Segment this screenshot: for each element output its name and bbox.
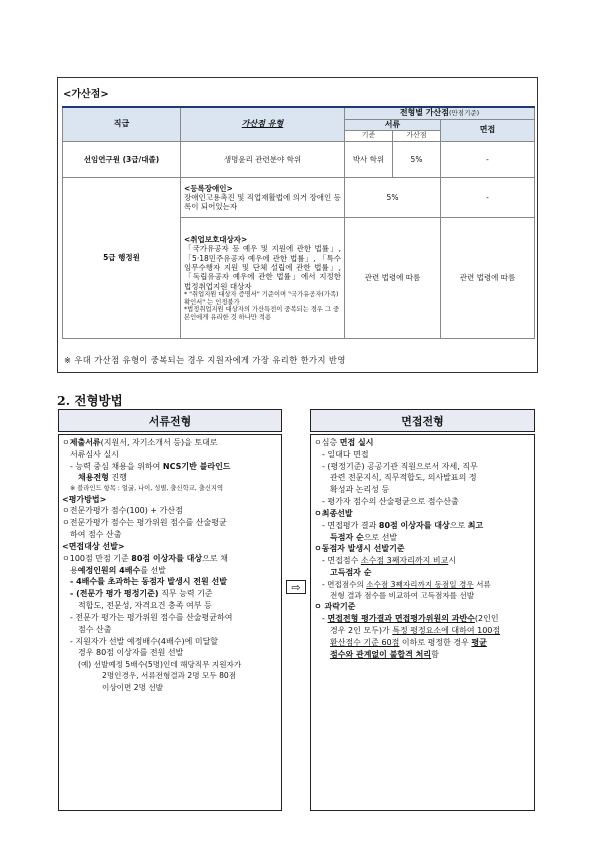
left-line: (예) 선발예정 5배수(5명)인데 해당직무 지원자가 [78,660,242,670]
left-line: - 능력 중심 채용을 위하여 NCS기반 블라인드 [70,461,231,471]
row2-veteran-cell [181,218,345,339]
veteran-note1: * "취업지원 대상자 증명서" 기준이며 "국가유공자(가족) 확인서" 는 인정불가 [184,291,339,306]
right-line: - 일대다 면접 [322,449,369,459]
row1-points: 5% [393,141,441,177]
right-line: 고득점자 순 [330,568,372,578]
bonus-title: <가산점> [63,89,109,100]
header-interview: 면접 [441,119,535,141]
right-line: ㅇ심층 면접 실시 [314,438,374,447]
header-points: 가산점 [393,130,441,141]
left-line: ※ 블라인드 항목 : 얼굴, 나이, 성별, 출신학교, 출신지역 [70,485,224,493]
bonus-table [62,106,535,339]
left-line: <면접대상 선발> [62,541,125,551]
left-line: ㅇ전문가평가 점수는 평가위원 점수를 산술평균 [62,518,227,528]
left-line: ㅇ제출서류(지원서, 자기소개서 등)을 토대로 [62,438,218,447]
row1-criteria: 박사 학위 [345,141,393,177]
header-doc: 서류 [345,119,441,130]
veteran-label: <취업보호대상자> [184,234,248,244]
left-line: 경우 80점 이상자를 전원 선발 [78,648,184,658]
header-stage: 전형별 가산점(만점기준) [345,107,535,119]
left-line: - 전문가 평가는 평가위원 점수를 산술평균하여 [70,612,233,622]
row2-veteran-interview: 관련 법령에 따름 [441,218,535,339]
left-line: 2명인경우, 서류전형결과 2명 모두 80점 [102,671,237,681]
interview-header: 면접전형 [310,409,535,432]
left-line: 서류심사 실시 [70,449,119,459]
right-line: - 면접점수의 소수점 3째자리까지 동점일 경우 서류 [322,579,491,589]
interview-panel [310,434,535,811]
left-line: 채용전형 진행 [78,473,127,483]
left-line: 점수 산출 [78,624,112,634]
doc-screening-panel [58,434,282,811]
right-line: ㅇ동점자 발생시 선발기준 [314,544,405,554]
row2-disabled-points: 5% [345,177,441,217]
right-line: 환산점수 기준 60점 이하로 평정한 경우 평균 [330,637,487,647]
row2-rank: 5급 행정원 [63,177,181,338]
row1-type: 생명윤리 관련분야 학위 [181,141,345,177]
right-line: - 면접평가 결과 80점 이상자를 대상으로 최고 [322,520,484,530]
left-line: 적합도, 전문성, 자격요건 충족 여부 등 [78,601,212,611]
left-line: - 4배수를 초과하는 동점자 발생시 전원 선발 [70,577,227,587]
right-line: - 면접점수 소수점 3째자리까지 비교시 [322,556,457,566]
right-line: 점수와 관계없이 불합격 처리함 [330,649,439,659]
doc-screening-header: 서류전형 [58,409,282,432]
right-line: 확성과 논리성 등 [330,485,390,495]
left-line: - 지원자가 선발 예정배수(4배수)에 미달할 [70,636,219,646]
right-line: - 평가자 점수의 산술평균으로 점수산출 [322,497,459,507]
left-line: 하여 점수 산출 [70,530,122,540]
row1-rank: 선임연구원 (3급/대졸) [63,141,181,177]
left-line: 용예정인원의 4배수를 선발 [70,565,166,575]
right-arrow-icon: ⇨ [286,580,306,594]
bonus-note: ※ 우대 가산점 유형이 중복되는 경우 지원자에게 가장 유리한 한가지 반영 [64,355,346,365]
right-line: 경우 2인 모두)가 특정 평정요소에 대하여 100점 [330,626,501,636]
section-title: 2. 전형방법 [57,393,123,408]
header-rank: 직급 [63,107,181,141]
right-line: ㅇ최종선발 [314,508,353,518]
left-line: ㅇ100점 만점 기준 80점 이상자를 대상으로 채 [62,553,228,563]
bonus-points-box [57,77,538,373]
right-line: ㅇ 과락기준 [314,602,356,612]
left-line: - (전문가 평가 평정기준) 직무 능력 기준 [70,589,213,599]
disabled-label: <등록장애인> [184,183,233,193]
right-line: 득점자 순으로 선발 [330,532,398,542]
row1-interview: - [441,141,535,177]
row2-disabled-cell [181,177,345,217]
veteran-note2: *법정취업지원 대상자의 가산특전이 중복되는 경우 그 중 본인에게 유리한 것 하나만 적용 [184,306,340,321]
row2-veteran-points: 관련 법령에 따름 [345,218,441,339]
right-line: 전형 결과 점수를 비교하여 고득점자를 선발 [330,591,475,601]
veteran-desc: 「국가유공자 등 예우 및 지원에 관한 법률」, 「5·18민주유공자 예우에 관한 법률」, 「특수임무수행자 지원 및 단체 설립에 관한 법률」, 「독립유공자 예우에 관한 법률」에서 지정한 법정취업지원 대상자 [184,244,341,291]
header-criteria: 기준 [345,130,393,141]
left-line: <평가방법> [62,494,107,504]
right-line: - 면접전형 평가결과 면접평가위원의 과반수(2인인 [322,614,499,624]
row2-disabled-interview: - [441,177,535,217]
right-line: - (평정기준) 공공기관 직원으로서 자세, 직무 [322,461,478,471]
disabled-desc: 장애인고용촉진 및 직업재활법에 의거 장애인 등록이 되어있는자 [184,192,341,212]
left-line: 이상이면 2명 선발 [102,682,164,692]
right-line: 관련 전문지식, 직무적합도, 의사발표의 정 [330,473,477,483]
header-type: 가산점 유형 [181,107,345,141]
left-line: ㅇ전문가평가 점수(100) + 가산점 [62,506,183,516]
